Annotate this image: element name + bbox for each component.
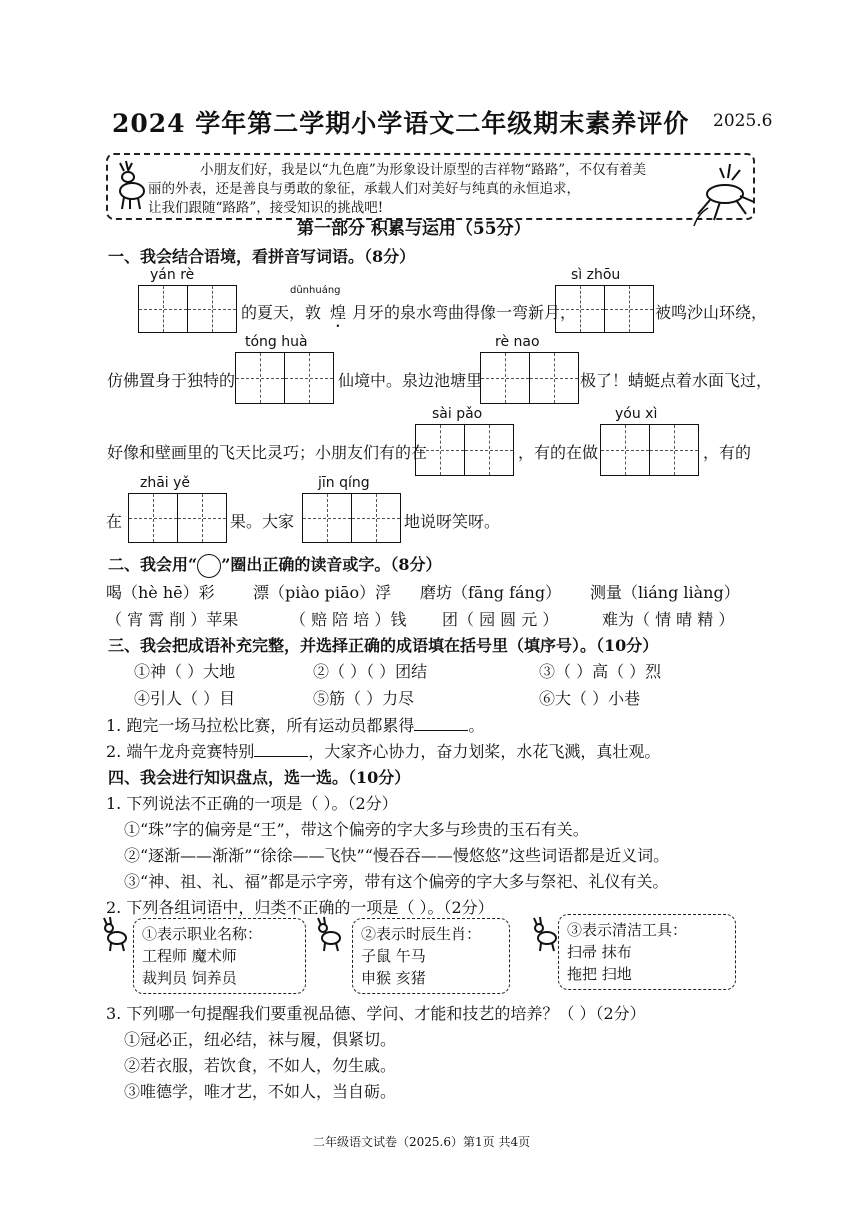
q1-text-10: 在 <box>106 512 123 531</box>
q4-s1: 1. 下列说法不正确的一项是（ ）。（2分） <box>106 794 398 813</box>
pinyin-sizhou: sì zhōu <box>571 267 621 283</box>
tianzige-jinqing[interactable] <box>302 493 401 543</box>
q3-sentence-2 <box>106 739 660 762</box>
q2-title-b: ”圈出正确的读音或字。（8分） <box>221 555 442 574</box>
q1-text-11: 果。大家 <box>230 512 295 531</box>
q1-text-7: 好像和壁画里的飞天比灵巧；小朋友们有的在 <box>107 443 428 462</box>
q2-item-6: （ 赔 陪 培 ）钱 <box>290 610 407 629</box>
q4-box-1[interactable] <box>133 918 306 994</box>
pinyin-renao: rè nao <box>495 334 540 350</box>
pinyin-zhaiye: zhāi yě <box>140 475 191 491</box>
tianzige-sizhou[interactable] <box>555 285 654 333</box>
tianzige-saipao[interactable] <box>415 424 514 476</box>
q4-s3-opt2: ②若衣服，若饮食，不如人，勿生戚。 <box>124 1056 397 1075</box>
q2-item-2: 漂（piào piāo）浮 <box>253 583 392 602</box>
q3-idiom-4[interactable]: ④引人（ ）目 <box>134 689 236 708</box>
q1-text-6: 极了！蜻蜓点着水面飞过， <box>580 371 773 390</box>
q2-item-3: 磨坊（fāng fáng） <box>420 583 562 602</box>
q2-item-5: （ 宵 霄 削 ）苹果 <box>106 610 239 629</box>
q1-text-8: ，有的在做 <box>518 443 599 462</box>
tianzige-tonghua[interactable] <box>235 352 334 404</box>
part1-title: 第一部分 积累与运用（55分） <box>297 219 531 239</box>
q4-s1-opt1: ①“珠”字的偏旁是“王”，带这个偏旁的字大多与珍贵的玉石有关。 <box>124 820 589 839</box>
q3-s1-text: 1. 跑完一场马拉松比赛，所有运动员都累得 <box>106 716 415 735</box>
q4-box-3-head: ③表示清洁工具： <box>567 921 688 939</box>
deer-icon <box>530 916 560 952</box>
exam-date: 2025.6 <box>713 111 773 131</box>
pinyin-dunhuang: dūnhuáng <box>290 285 341 296</box>
deer-mascot-icon <box>112 159 150 211</box>
q1-text-1: 的夏天，敦 <box>241 303 322 322</box>
q4-s3-opt3: ③唯德学，唯才艺，不如人，当自砺。 <box>124 1082 397 1101</box>
q4-box-2-row1: 子鼠 午马 <box>361 947 426 965</box>
q2-item-4: 测量（liáng liàng） <box>590 583 740 602</box>
q4-box-3-row2: 拖把 扫地 <box>567 965 632 983</box>
exam-title: 2024 学年第二学期小学语文二年级期末素养评价 <box>112 109 690 138</box>
tianzige-renao[interactable] <box>480 352 579 404</box>
tianzige-zhaiye[interactable] <box>128 493 227 543</box>
pinyin-yanre: yán rè <box>150 267 195 283</box>
tianzige-yanre[interactable] <box>138 285 237 333</box>
q4-s3: 3. 下列哪一句提醒我们要重视品德、学问、才能和技艺的培养？（ ）（2分） <box>106 1004 646 1023</box>
q4-box-2-row2: 申猴 亥猪 <box>361 969 426 987</box>
circle-icon <box>197 554 221 578</box>
pinyin-youxi: yóu xì <box>615 406 658 422</box>
q3-idiom-3[interactable]: ③（ ）高（ ）烈 <box>539 662 662 681</box>
page-footer: 二年级语文试卷（2025.6）第1页 共4页 <box>313 1135 531 1149</box>
q3-sentence-1 <box>106 713 484 736</box>
q1-text-4: 仿佛置身于独特的 <box>107 371 236 390</box>
q4-box-1-head: ①表示职业名称： <box>142 925 263 943</box>
q1-text-huang: 煌 <box>330 303 347 322</box>
q3-idiom-6[interactable]: ⑥大（ ）小巷 <box>539 689 641 708</box>
q2-item-7: 团（ 园 圆 元 ） <box>442 610 559 629</box>
q3-s2-blank[interactable] <box>254 742 308 757</box>
q4-s1-opt3: ③“神、祖、礼、福”都是示字旁，带有这个偏旁的字大多与祭祀、礼仪有关。 <box>124 872 669 891</box>
q1-text-5: 仙境中。泉边池塘里 <box>338 371 483 390</box>
q1-text-2: 月牙的泉水弯曲得像一弯新月， <box>352 303 577 322</box>
pinyin-tonghua: tóng huà <box>245 334 308 350</box>
q3-title: 三、我会把成语补充完整，并选择正确的成语填在括号里（填序号）。（10分） <box>108 636 659 655</box>
flying-deer-icon <box>690 160 760 230</box>
tianzige-youxi[interactable] <box>600 424 699 476</box>
q3-s2-text: 2. 端午龙舟竞赛特别 <box>106 742 255 761</box>
intro-line-3: 让我们跟随“路路”，接受知识的挑战吧! <box>148 200 384 216</box>
q3-idiom-5[interactable]: ⑤筋（ ）力尽 <box>313 689 415 708</box>
deer-icon <box>100 916 130 952</box>
intro-box <box>106 153 755 220</box>
q3-s1-end: 。 <box>468 716 485 735</box>
q4-box-3[interactable] <box>558 914 736 990</box>
q3-idiom-2[interactable]: ②（ ）（ ）团结 <box>313 662 428 681</box>
q2-item-1: 喝（hè hē）彩 <box>106 583 215 602</box>
q3-s1-blank[interactable] <box>414 716 468 731</box>
q2-item-8: 难为（ 情 晴 精 ） <box>602 610 735 629</box>
q1-text-9: ，有的 <box>703 443 752 462</box>
q4-s2: 2. 下列各组词语中，归类不正确的一项是（ ）。（2分） <box>106 898 494 917</box>
intro-text <box>148 161 748 218</box>
q4-s3-opt1: ①冠必正，纽必结，袜与履，俱紧切。 <box>124 1030 397 1049</box>
q4-box-2[interactable] <box>352 918 510 994</box>
q4-box-1-row1: 工程师 魔术师 <box>142 947 237 965</box>
q4-box-3-row1: 扫帚 抹布 <box>567 943 632 961</box>
q2-title-a: 二、我会用“ <box>108 555 198 574</box>
intro-line-2: 丽的外表，还是善良与勇敢的象征，承载人们对美好与纯真的永恒追求， <box>148 181 580 197</box>
q2-title <box>108 552 442 578</box>
intro-line-1: 小朋友们好，我是以“九色鹿”为形象设计原型的吉祥物“路路”，不仅有着美 <box>200 162 647 178</box>
q4-s1-opt2: ②“逐渐——渐渐”“徐徐——飞快”“慢吞吞——慢悠悠”这些词语都是近义词。 <box>124 846 670 865</box>
pinyin-saipao: sài pǎo <box>432 406 483 422</box>
q4-title: 四、我会进行知识盘点，选一选。（10分） <box>108 768 411 787</box>
q1-title: 一、我会结合语境，看拼音写词语。（8分） <box>108 247 416 266</box>
deer-icon <box>314 916 344 952</box>
pinyin-jinqing: jīn qíng <box>318 475 370 491</box>
q1-text-12: 地说呀笑呀。 <box>404 512 501 531</box>
q1-text-3: 被鸣沙山环绕， <box>655 303 768 322</box>
q3-idiom-1[interactable]: ①神（ ）大地 <box>134 662 236 681</box>
q4-box-2-head: ②表示时辰生肖： <box>361 925 482 943</box>
q4-box-1-row2: 裁判员 饲养员 <box>142 969 237 987</box>
q3-s2-end: ，大家齐心协力，奋力划桨，水花飞溅，真壮观。 <box>308 742 661 761</box>
